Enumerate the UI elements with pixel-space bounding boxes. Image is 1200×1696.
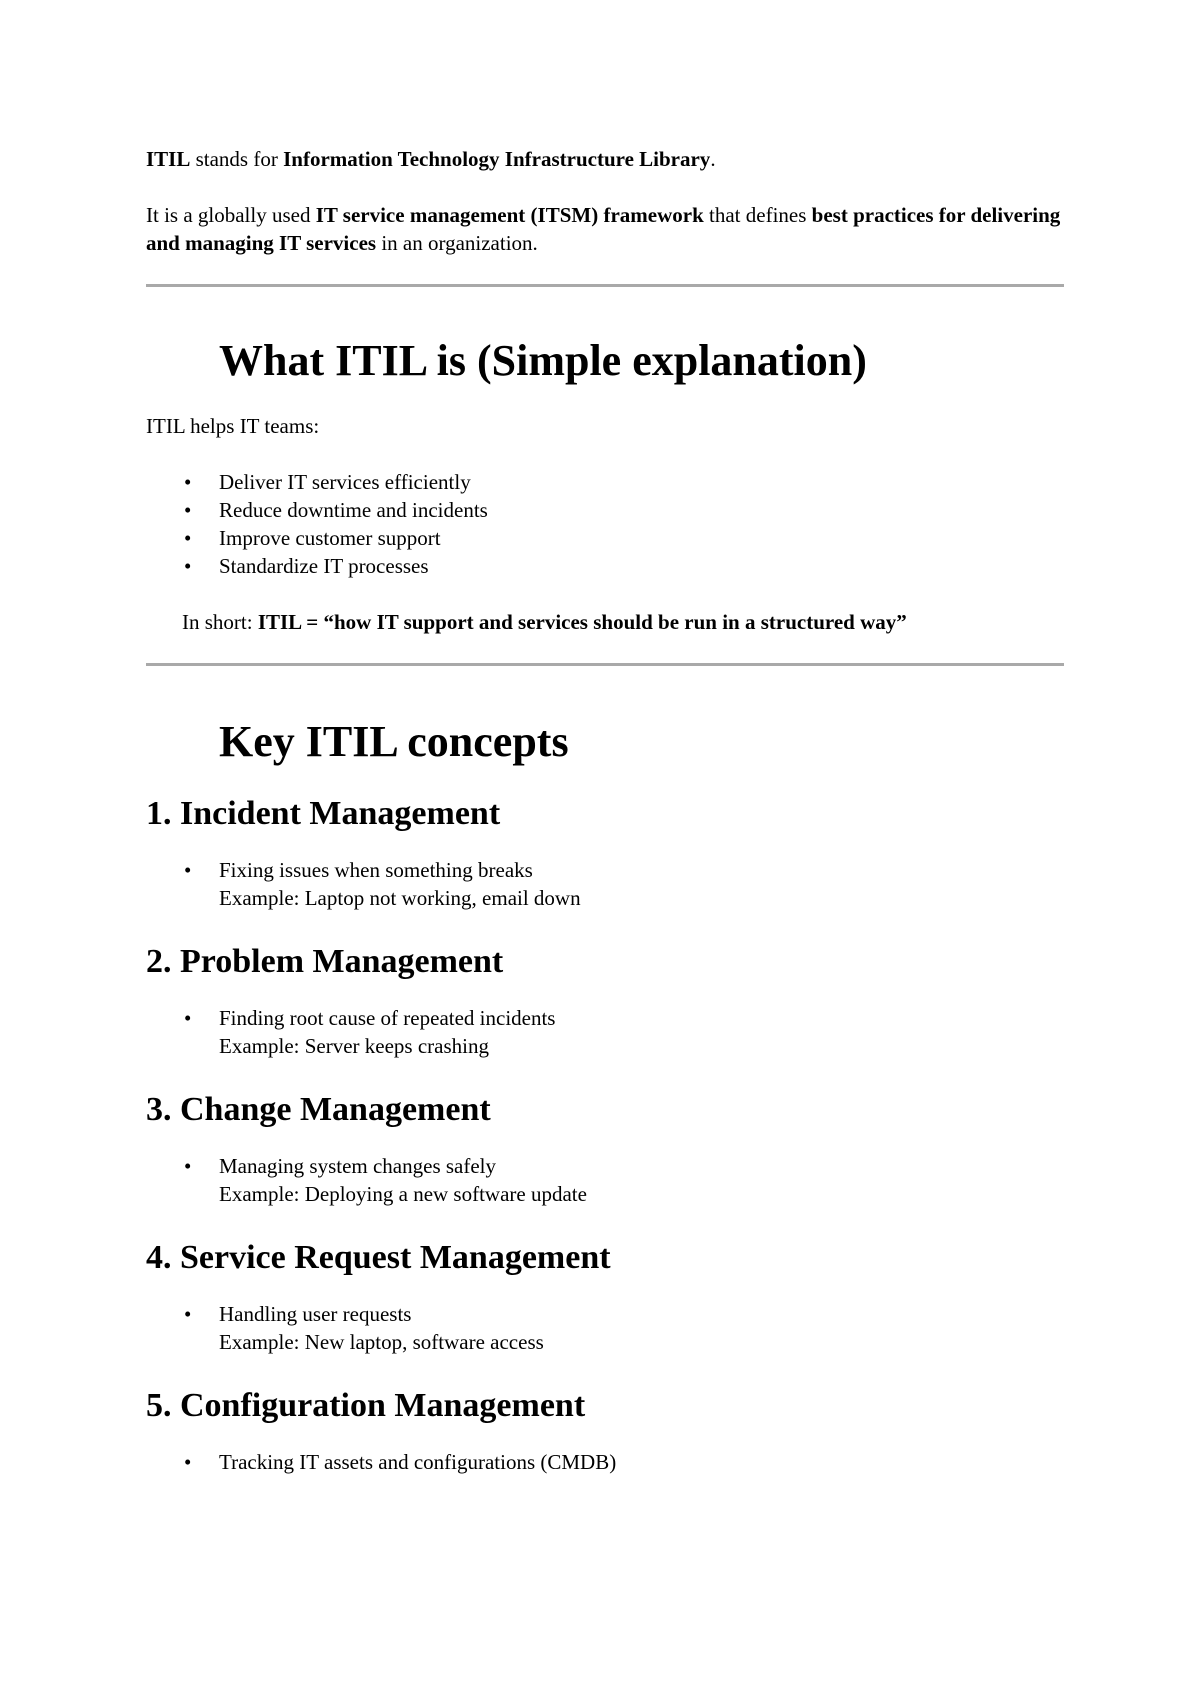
what-itil-lead: ITIL helps IT teams: — [146, 414, 320, 438]
concept-example: Example: Deploying a new software update — [219, 1182, 587, 1206]
bullet-icon: • — [184, 858, 192, 882]
list-item — [146, 856, 1064, 912]
best-practices-term: best practices for delivering and managing IT services — [146, 203, 1061, 255]
itil-full-name: Information Technology Infrastructure Library — [283, 147, 711, 171]
list-item — [146, 552, 1064, 580]
list-item — [146, 1300, 1064, 1356]
in-short-quote: ITIL = “how IT support and services should be run in a structured way” — [257, 610, 907, 634]
concept-list-service-request — [146, 1300, 1064, 1356]
list-item-text: Improve customer support — [219, 526, 441, 550]
intro-period: . — [710, 147, 716, 171]
list-item — [146, 1448, 1064, 1476]
intro-desc-text: that defines — [703, 203, 812, 227]
list-item-text: Deliver IT services efficiently — [219, 470, 471, 494]
intro-desc-text: It is a globally used — [146, 203, 316, 227]
intro-definition — [146, 145, 1064, 173]
concept-description: Managing system changes safely — [219, 1154, 497, 1178]
intro-description — [146, 201, 1064, 257]
bullet-icon: • — [184, 1450, 192, 1474]
concept-list-problem — [146, 1004, 1064, 1060]
what-itil-heading: What ITIL is (Simple explanation) — [219, 336, 867, 385]
bullet-icon: • — [184, 554, 192, 578]
concept-example: Example: New laptop, software access — [219, 1330, 544, 1354]
concept-title-change: 3. Change Management — [146, 1091, 491, 1128]
list-item — [146, 1152, 1064, 1208]
intro-text: stands for — [190, 147, 284, 171]
concept-description: Tracking IT assets and configurations (CMDB) — [219, 1450, 617, 1474]
concept-list-change — [146, 1152, 1064, 1208]
concept-title-service-request: 4. Service Request Management — [146, 1239, 611, 1276]
list-item — [146, 1004, 1064, 1060]
concept-description: Fixing issues when something breaks — [219, 858, 533, 882]
bullet-icon: • — [184, 470, 192, 494]
what-itil-bullet-list — [146, 468, 1064, 580]
list-item — [146, 524, 1064, 552]
intro-desc-text: in an organization. — [376, 231, 538, 255]
in-short-summary — [146, 608, 1064, 636]
bullet-icon: • — [184, 498, 192, 522]
key-concepts-heading: Key ITIL concepts — [219, 717, 569, 766]
concept-list-incident — [146, 856, 1064, 912]
concept-list-configuration — [146, 1448, 1064, 1476]
itil-term: ITIL — [146, 147, 191, 171]
bullet-icon: • — [184, 1006, 192, 1030]
section-divider — [146, 663, 1064, 666]
in-short-label: In short: — [182, 610, 258, 634]
concept-description: Finding root cause of repeated incidents — [219, 1006, 556, 1030]
list-item-text: Reduce downtime and incidents — [219, 498, 488, 522]
list-item — [146, 496, 1064, 524]
itsm-framework-term: IT service management (ITSM) framework — [315, 203, 704, 227]
concept-example: Example: Server keeps crashing — [219, 1034, 489, 1058]
concept-title-incident: 1. Incident Management — [146, 795, 501, 832]
list-item — [146, 468, 1064, 496]
bullet-icon: • — [184, 1154, 192, 1178]
list-item-text: Standardize IT processes — [219, 554, 429, 578]
concept-title-configuration: 5. Configuration Management — [146, 1387, 586, 1424]
concept-title-problem: 2. Problem Management — [146, 943, 504, 980]
concept-example: Example: Laptop not working, email down — [219, 886, 581, 910]
section-divider — [146, 284, 1064, 287]
concept-description: Handling user requests — [219, 1302, 412, 1326]
bullet-icon: • — [184, 1302, 192, 1326]
bullet-icon: • — [184, 526, 192, 550]
